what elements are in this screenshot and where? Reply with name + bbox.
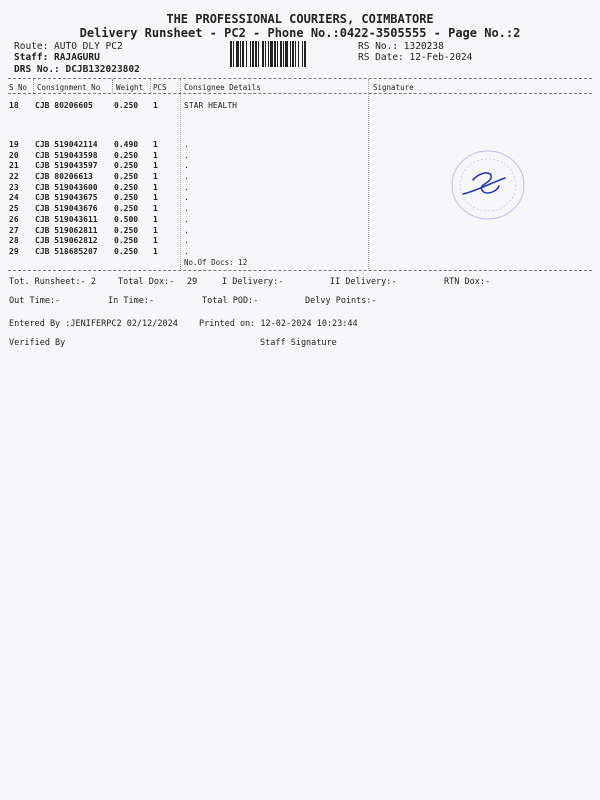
cell-consignee: .: [184, 226, 189, 235]
col-header-consignee: Consignee Details: [184, 83, 261, 92]
cell-weight: 0.500: [114, 215, 139, 224]
cell-consignee: .: [184, 161, 189, 170]
cell-pcs: 1: [153, 183, 158, 192]
cell-sno: 18: [9, 101, 19, 110]
table-bottom-rule: [8, 270, 592, 271]
cell-pcs: 1: [153, 140, 158, 149]
cell-sno: 25: [9, 204, 19, 213]
cell-consignment: CJB 519043675: [35, 193, 98, 202]
cell-sno: 21: [9, 161, 19, 170]
verified-by: Verified By: [9, 338, 66, 348]
cell-consignee: .: [184, 193, 189, 202]
barcode-icon: [230, 41, 350, 67]
cell-pcs: 1: [153, 247, 158, 256]
cell-sno: 20: [9, 151, 19, 160]
staff-label: Staff: RAJAGURU: [14, 52, 100, 63]
cell-consignee: .: [184, 204, 189, 213]
cell-consignment: CJB 80206605: [35, 101, 93, 110]
runsheet-subtitle: Delivery Runsheet - PC2 - Phone No.:0422-3505555 - Page No.:2: [79, 26, 521, 40]
cell-sno: 22: [9, 172, 19, 181]
company-title: THE PROFESSIONAL COURIERS, COIMBATORE: [166, 12, 434, 26]
cell-consignee: STAR HEALTH: [184, 101, 237, 110]
in-time: In Time:-: [108, 296, 155, 306]
cell-consignee: .: [184, 172, 189, 181]
col-header-consignment: Consignment No: [37, 83, 101, 92]
delvy-points: Delvy Points:-: [305, 296, 377, 306]
table-top-rule: [8, 78, 592, 79]
cell-pcs: 1: [153, 172, 158, 181]
cell-sno: 23: [9, 183, 19, 192]
cell-consignee: .: [184, 151, 189, 160]
cell-consignee: .: [184, 236, 189, 245]
cell-weight: 0.250: [114, 161, 139, 170]
cell-sno: 26: [9, 215, 19, 224]
route-label: Route: AUTO DLY PC2: [14, 41, 123, 52]
cell-consignment: CJB 519043600: [35, 183, 98, 192]
col-divider: [150, 79, 151, 93]
col-header-signature: Signature: [373, 83, 414, 92]
cell-consignment: CJB 519043611: [35, 215, 98, 224]
cell-pcs: 1: [153, 151, 158, 160]
col-divider: [33, 79, 34, 93]
cell-consignment: CJB 80206613: [35, 172, 93, 181]
cell-consignment: CJB 519062811: [35, 226, 98, 235]
office-stamp-icon: [449, 148, 527, 222]
cell-consignee: .: [184, 183, 189, 192]
cell-weight: 0.250: [114, 204, 139, 213]
cell-weight: 0.250: [114, 172, 139, 181]
cell-weight: 0.490: [114, 140, 139, 149]
total-pod: Total POD:-: [202, 296, 259, 306]
col-header-pcs: PCS: [153, 83, 167, 92]
cell-sno: 24: [9, 193, 19, 202]
cell-pcs: 1: [153, 236, 158, 245]
cell-weight: 0.250: [114, 183, 139, 192]
cell-consignment: CJB 519043676: [35, 204, 98, 213]
cell-weight: 0.250: [114, 247, 139, 256]
total-dox-value: 29: [187, 277, 198, 287]
cell-weight: 0.250: [114, 226, 139, 235]
i-delivery: I Delivery:-: [222, 277, 284, 287]
cell-sno: 29: [9, 247, 19, 256]
tot-runsheet: Tot. Runsheet:- 2: [9, 277, 96, 287]
printed-on: Printed on: 12-02-2024 10:23:44: [199, 319, 358, 329]
cell-consignment: CJB 519043597: [35, 161, 98, 170]
cell-weight: 0.250: [114, 236, 139, 245]
col-divider: [180, 79, 181, 269]
rs-date: RS Date: 12-Feb-2024: [358, 52, 473, 63]
staff-signature: Staff Signature: [260, 338, 337, 348]
cell-pcs: 1: [153, 204, 158, 213]
col-divider: [112, 79, 113, 93]
entered-by: Entered By :JENIFERPC2 02/12/2024: [9, 319, 178, 329]
cell-consignee: .: [184, 215, 189, 224]
cell-weight: 0.250: [114, 101, 139, 110]
cell-pcs: 1: [153, 226, 158, 235]
cell-weight: 0.250: [114, 193, 139, 202]
cell-consignment: CJB 519042114: [35, 140, 98, 149]
drs-number: DRS No.: DCJB132023802: [14, 64, 140, 75]
total-dox-label: Total Dox:-: [118, 277, 175, 287]
cell-pcs: 1: [153, 215, 158, 224]
col-header-weight: Weight: [116, 83, 144, 92]
cell-consignee: .: [184, 247, 189, 256]
signature-stroke-icon: [463, 173, 505, 194]
ii-delivery: II Delivery:-: [330, 277, 397, 287]
cell-pcs: 1: [153, 161, 158, 170]
cell-consignment: CJB 518685207: [35, 247, 98, 256]
rtn-dox: RTN Dox:-: [444, 277, 491, 287]
cell-pcs: 1: [153, 193, 158, 202]
cell-consignee: .: [184, 140, 189, 149]
cell-consignment: CJB 519062812: [35, 236, 98, 245]
cell-sno: 28: [9, 236, 19, 245]
no-of-docs: No.Of Docs: 12: [184, 258, 248, 267]
table-header-rule: [8, 93, 592, 94]
cell-pcs: 1: [153, 101, 158, 110]
cell-sno: 27: [9, 226, 19, 235]
col-header-sno: S No: [9, 83, 28, 92]
cell-weight: 0.250: [114, 151, 139, 160]
cell-consignment: CJB 519043598: [35, 151, 98, 160]
col-divider: [368, 79, 369, 269]
cell-sno: 19: [9, 140, 19, 149]
rs-number: RS No.: 1320238: [358, 41, 444, 52]
out-time: Out Time:-: [9, 296, 61, 306]
